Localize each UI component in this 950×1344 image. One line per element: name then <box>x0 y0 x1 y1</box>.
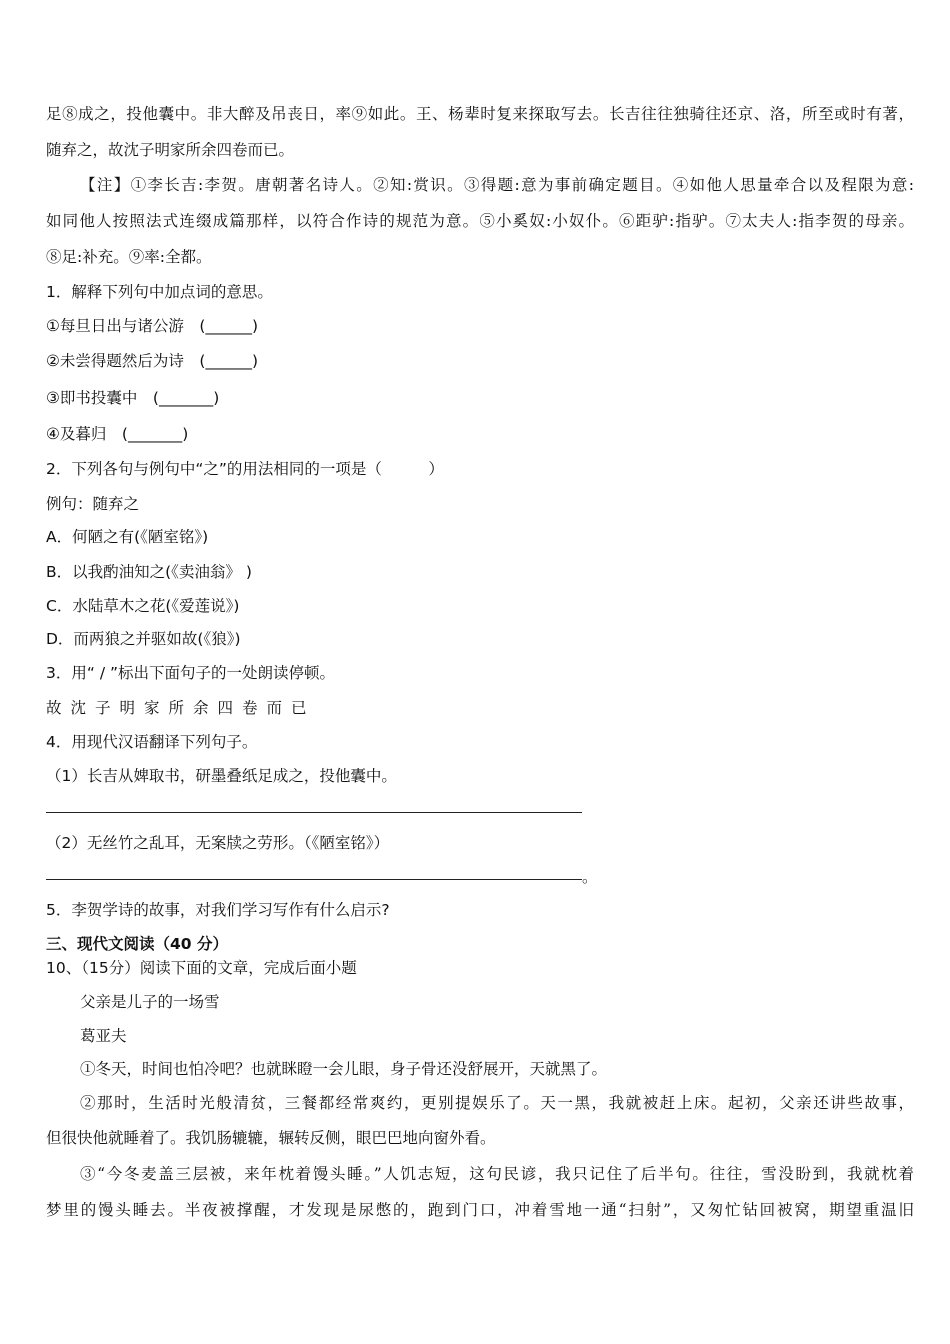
notes-line-3: ⑧足:补充。⑨率:全都。 <box>46 248 212 266</box>
article-title: 父亲是儿子的一场雪 <box>80 993 220 1011</box>
article-paragraph-3-line-1: ③“今冬麦盖三层被，来年枕着馒头睡。”人饥志短，这句民谚，我只记住了后半句。往往，雪没盼到，我就枕着 <box>80 1165 914 1183</box>
passage-line-1: 足⑧成之，投他囊中。非大醉及吊丧日，率⑨如此。王、杨辈时复来探取写去。长吉往往独骑往还京、洛，所至或时有著， <box>46 105 914 123</box>
passage-line-2: 随弃之，故沈子明家所余四卷而已。 <box>46 141 295 159</box>
question-10-instruction: 10、（15分）阅读下面的文章，完成后面小题 <box>46 959 357 977</box>
question-4-sub-1: （1）长吉从婢取书，研墨叠纸足成之，投他囊中。 <box>46 767 397 785</box>
question-1-stem: 1．解释下列句中加点词的意思。 <box>46 283 273 301</box>
answer-line-2[interactable] <box>46 879 582 880</box>
section-3-heading: 三、现代文阅读（40 分） <box>46 935 228 953</box>
question-4-sub-2: （2）无丝竹之乱耳，无案牍之劳形。（《陋室铭》） <box>46 834 390 852</box>
answer-line-2-period: 。 <box>582 868 598 886</box>
question-1-item-2: ②未尝得题然后为诗 (______) <box>46 352 258 370</box>
question-2-option-d: D．而两狼之并驱如故(《狼》) <box>46 630 241 648</box>
question-4-stem: 4．用现代汉语翻译下列句子。 <box>46 733 258 751</box>
article-paragraph-3-line-2: 梦里的馒头睡去。半夜被撑醒，才发现是尿憋的，跑到门口，冲着雪地一通“扫射”，又匆忙钻回被窝，期望重温旧 <box>46 1201 914 1219</box>
article-paragraph-1: ①冬天，时间也怕冷吧？也就眯瞪一会儿眼，身子骨还没舒展开，天就黑了。 <box>80 1060 608 1078</box>
article-paragraph-2-line-2: 但很快他就睡着了。我饥肠辘辘，辗转反侧，眼巴巴地向窗外看。 <box>46 1129 496 1147</box>
question-2-option-a: A．何陋之有(《陋室铭》) <box>46 528 209 546</box>
question-2-stem: 2．下列各句与例句中“之”的用法相同的一项是（ ） <box>46 460 444 478</box>
question-1-item-1: ①每旦日出与诸公游 (______) <box>46 317 258 335</box>
question-3-stem: 3．用“ / ”标出下面句子的一处朗读停顿。 <box>46 664 335 682</box>
answer-line-1[interactable] <box>46 812 582 813</box>
question-3-sentence: 故沈子明家所余四卷而已 <box>46 699 316 717</box>
question-1-item-4: ④及暮归 (_______) <box>46 425 189 443</box>
question-2-example: 例句：随弃之 <box>46 495 140 513</box>
question-2-option-c: C．水陆草木之花(《爱莲说》) <box>46 597 240 615</box>
question-5-stem: 5．李贺学诗的故事，对我们学习写作有什么启示? <box>46 901 390 919</box>
notes-line-2: 如同他人按照法式连缀成篇那样，以符合作诗的规范为意。⑤小奚奴:小奴仆。⑥距驴:指驴。⑦太夫人:指李贺的母亲。 <box>46 212 914 230</box>
question-1-item-3: ③即书投囊中 (_______) <box>46 389 220 407</box>
notes-line-1: 【注】①李长吉:李贺。唐朝著名诗人。②知:赏识。③得题:意为事前确定题目。④如他人思量牵合以及程限为意: <box>80 176 914 194</box>
article-author: 葛亚夫 <box>80 1027 127 1045</box>
question-2-option-b: B．以我酌油知之(《卖油翁》 ) <box>46 563 252 581</box>
article-paragraph-2-line-1: ②那时，生活时光般清贫，三餐都经常爽约，更别提娱乐了。天一黑，我就被赶上床。起初，父亲还讲些故事， <box>80 1094 914 1112</box>
